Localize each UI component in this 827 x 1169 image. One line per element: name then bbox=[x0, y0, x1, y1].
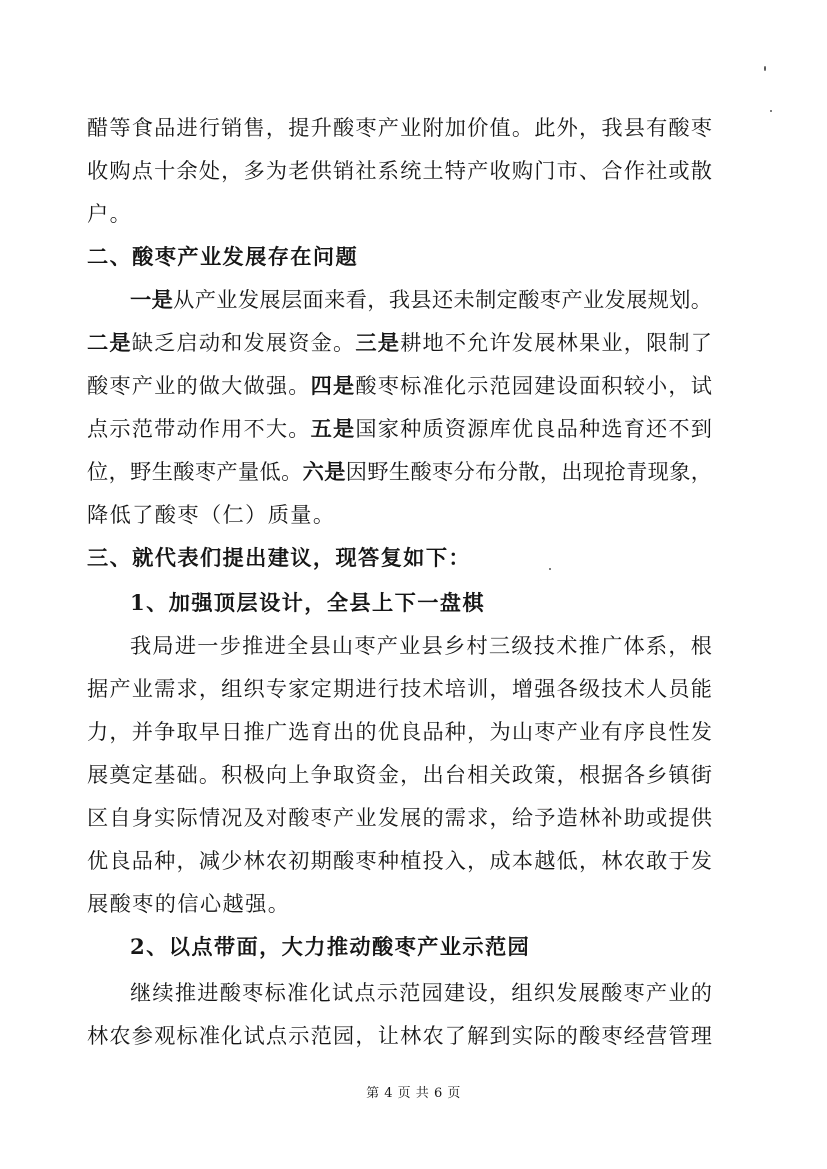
section-heading: 二、酸枣产业发展存在问题 bbox=[87, 244, 359, 269]
bold-lead: 六是 bbox=[302, 459, 346, 484]
text-line: 我局进一步推进全县山枣产业县乡村三级技术推广体系，根 bbox=[130, 633, 712, 658]
text-line: 力，并争取早日推广选育出的优良品种，为山枣产业有序良性发 bbox=[87, 719, 712, 744]
text-run: 从产业发展层面来看，我县还未制定酸枣产业发展规划。 bbox=[173, 287, 712, 312]
scan-speck bbox=[764, 66, 766, 71]
text-run: 酸枣标准化示范园建设面积较小，试 bbox=[355, 373, 712, 398]
text-line bbox=[87, 324, 712, 362]
text-run: 国家种质资源库优良品种选育还不到 bbox=[355, 416, 712, 441]
bold-lead: 五是 bbox=[310, 416, 356, 441]
section-heading: 三、就代表们提出建议，现答复如下： bbox=[87, 545, 471, 570]
text-line bbox=[87, 367, 712, 405]
text-line: 展奠定基础。积极向上争取资金，出台相关政策，根据各乡镇街 bbox=[87, 762, 712, 787]
text-line: 收购点十余处，多为老供销社系统土特产收购门市、合作社或散 bbox=[87, 158, 712, 183]
text-line: 展酸枣的信心越强。 bbox=[87, 891, 291, 916]
page-footer: 第 4 页 共 6 页 bbox=[366, 1086, 461, 1101]
text-run: 点示范带动作用不大。 bbox=[87, 416, 311, 441]
text-line: 区自身实际情况及对酸枣产业发展的需求，给予造林补助或提供 bbox=[87, 805, 712, 830]
bold-lead: 一是 bbox=[130, 287, 174, 312]
text-run: 缺乏启动和发展资金。 bbox=[131, 330, 356, 355]
text-run: 因野生酸枣分布分散，出现抢青现象， bbox=[345, 459, 712, 484]
bold-lead: 四是 bbox=[310, 373, 356, 398]
text-line: 据产业需求，组织专家定期进行技术培训，增强各级技术人员能 bbox=[87, 676, 712, 701]
text-line: 继续推进酸枣标准化试点示范园建设，组织发展酸枣产业的 bbox=[130, 980, 712, 1005]
text-line: 降低了酸枣（仁）质量。 bbox=[87, 502, 336, 527]
text-line: 林农参观标准化试点示范园，让林农了解到实际的酸枣经营管理 bbox=[87, 1023, 712, 1048]
text-run: 酸枣产业的做大做强。 bbox=[87, 373, 311, 398]
bold-lead: 三是 bbox=[355, 330, 401, 355]
text-run: 耕地不允许发展林果业，限制了 bbox=[400, 330, 712, 355]
text-line: 优良品种，减少林农初期酸枣种植投入，成本越低，林农敢于发 bbox=[87, 848, 712, 873]
subsection-heading: 1、加强顶层设计，全县上下一盘棋 bbox=[130, 590, 485, 615]
text-line bbox=[87, 453, 712, 491]
scan-speck bbox=[770, 110, 772, 112]
text-line bbox=[87, 410, 712, 448]
text-line: 户。 bbox=[87, 201, 133, 226]
text-line bbox=[130, 281, 712, 319]
subsection-heading: 2、以点带面，大力推动酸枣产业示范园 bbox=[130, 934, 531, 959]
scan-speck bbox=[549, 568, 551, 570]
text-run: 位，野生酸枣产量低。 bbox=[87, 459, 303, 484]
text-line: 醋等食品进行销售，提升酸枣产业附加价值。此外，我县有酸枣 bbox=[87, 115, 712, 140]
bold-lead: 二是 bbox=[87, 330, 132, 355]
